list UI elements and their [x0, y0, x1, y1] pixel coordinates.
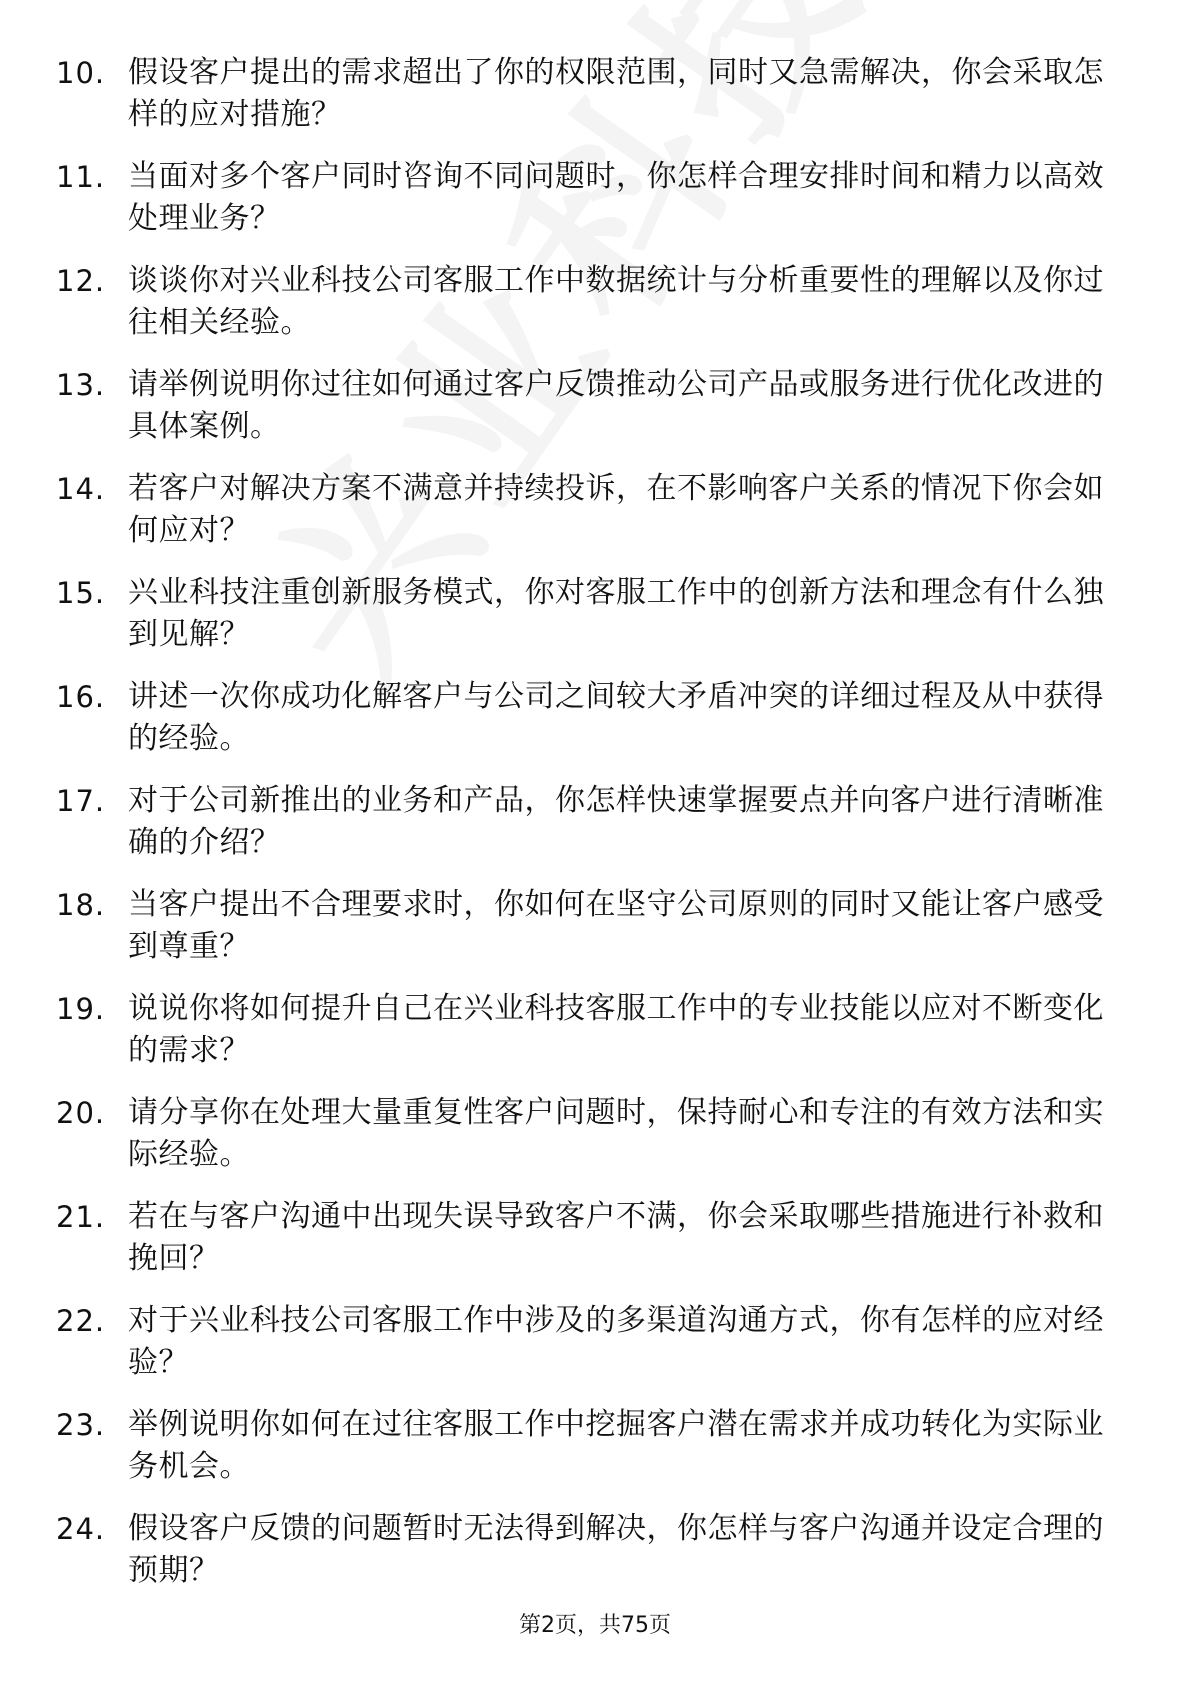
question-item: [56, 1196, 1116, 1300]
question-text: 对于兴业科技公司客服工作中涉及的多渠道沟通方式，你有怎样的应对经验？: [128, 1303, 1104, 1380]
question-number: 19.: [56, 992, 106, 1026]
question-item: [56, 52, 1116, 156]
question-item: [56, 1092, 1116, 1196]
question-number: 15.: [56, 576, 106, 610]
question-list: [56, 52, 1116, 1612]
question-text: 讲述一次你成功化解客户与公司之间较大矛盾冲突的详细过程及从中获得的经验。: [128, 679, 1104, 756]
question-item: [56, 676, 1116, 780]
question-item: [56, 1300, 1116, 1404]
page-footer: 第2页，共75页: [519, 1613, 671, 1638]
question-text: 谈谈你对兴业科技公司客服工作中数据统计与分析重要性的理解以及你过往相关经验。: [128, 263, 1104, 340]
question-number: 16.: [56, 680, 106, 714]
question-item: [56, 156, 1116, 260]
question-item: [56, 1404, 1116, 1508]
question-number: 22.: [56, 1304, 106, 1338]
question-number: 18.: [56, 888, 106, 922]
question-text: 请举例说明你过往如何通过客户反馈推动公司产品或服务进行优化改进的具体案例。: [128, 367, 1104, 444]
question-item: [56, 1508, 1116, 1612]
question-item: [56, 260, 1116, 364]
question-item: [56, 468, 1116, 572]
question-number: 21.: [56, 1200, 106, 1234]
question-text: 对于公司新推出的业务和产品，你怎样快速掌握要点并向客户进行清晰准确的介绍？: [128, 783, 1104, 860]
question-text: 举例说明你如何在过往客服工作中挖掘客户潜在需求并成功转化为实际业务机会。: [128, 1407, 1104, 1484]
question-item: [56, 780, 1116, 884]
question-number: 17.: [56, 784, 106, 818]
question-text: 请分享你在处理大量重复性客户问题时，保持耐心和专注的有效方法和实际经验。: [128, 1095, 1104, 1172]
question-item: [56, 364, 1116, 468]
question-number: 13.: [56, 368, 106, 402]
question-item: [56, 884, 1116, 988]
question-text: 若客户对解决方案不满意并持续投诉，在不影响客户关系的情况下你会如何应对？: [128, 471, 1104, 548]
question-number: 20.: [56, 1096, 106, 1130]
question-number: 12.: [56, 264, 106, 298]
question-text: 若在与客户沟通中出现失误导致客户不满，你会采取哪些措施进行补救和挽回？: [128, 1199, 1104, 1276]
question-text: 兴业科技注重创新服务模式，你对客服工作中的创新方法和理念有什么独到见解？: [128, 575, 1104, 652]
question-number: 10.: [56, 56, 106, 90]
question-text: 假设客户反馈的问题暂时无法得到解决，你怎样与客户沟通并设定合理的预期？: [128, 1511, 1104, 1588]
question-number: 23.: [56, 1408, 106, 1442]
question-number: 11.: [56, 160, 106, 194]
question-text: 假设客户提出的需求超出了你的权限范围，同时又急需解决，你会采取怎样的应对措施？: [128, 55, 1104, 132]
question-text: 说说你将如何提升自己在兴业科技客服工作中的专业技能以应对不断变化的需求？: [128, 991, 1104, 1068]
question-item: [56, 988, 1116, 1092]
question-number: 14.: [56, 472, 106, 506]
question-number: 24.: [56, 1512, 106, 1546]
question-text: 当客户提出不合理要求时，你如何在坚守公司原则的同时又能让客户感受到尊重？: [128, 887, 1104, 964]
question-text: 当面对多个客户同时咨询不同问题时，你怎样合理安排时间和精力以高效处理业务？: [128, 159, 1104, 236]
question-item: [56, 572, 1116, 676]
